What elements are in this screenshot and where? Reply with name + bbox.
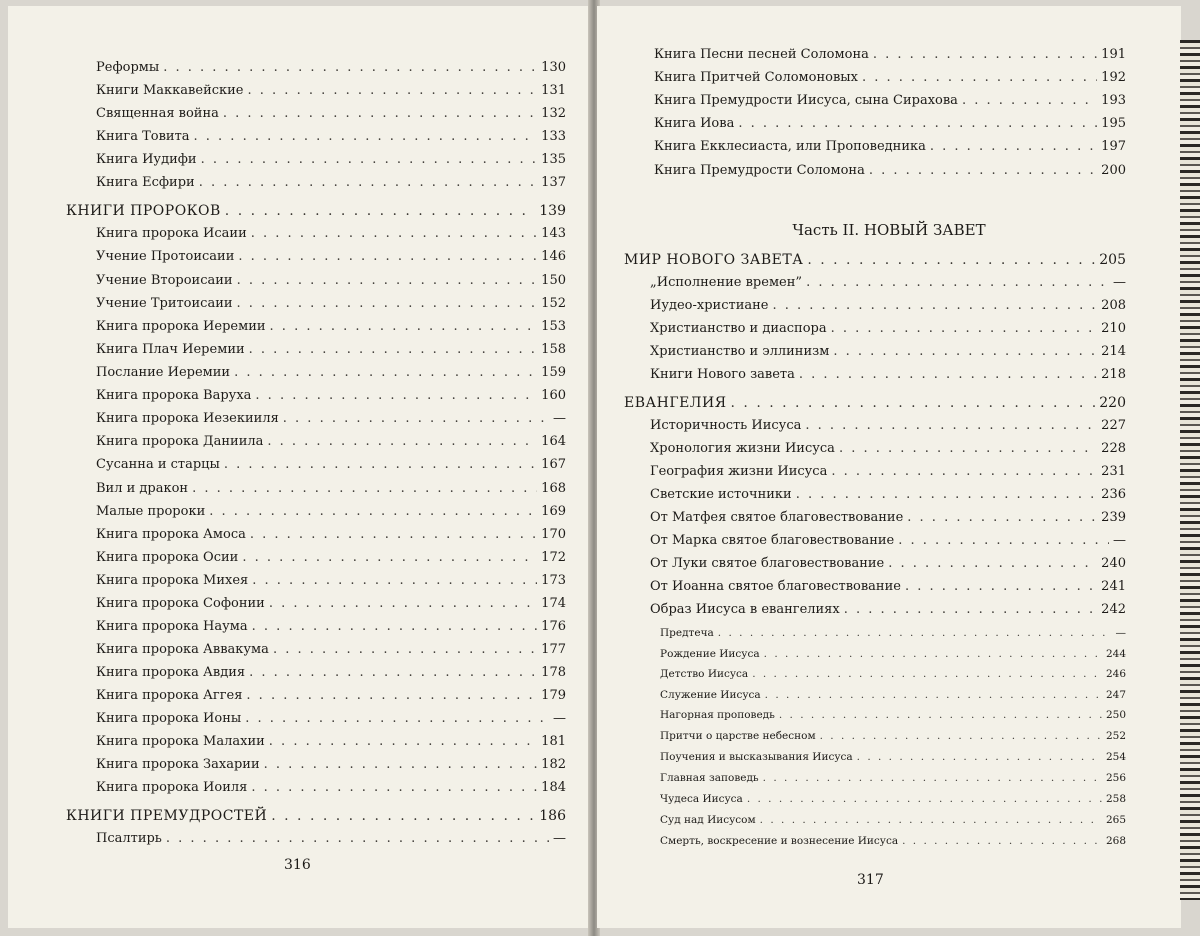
toc-entry-title: МИР НОВОГО ЗАВЕТА xyxy=(624,252,804,268)
toc-page-number: — xyxy=(553,711,566,726)
toc-entry xyxy=(96,481,566,499)
toc-section-entry xyxy=(66,808,566,827)
dot-leader xyxy=(163,60,537,75)
toc-entry-title: Книга Екклесиаста, или Проповедника xyxy=(654,139,926,154)
dot-leader xyxy=(831,321,1098,336)
toc-page-number: 159 xyxy=(541,365,566,380)
toc-page-number: 150 xyxy=(541,273,566,288)
toc-entry-title: Книга пророка Авдия xyxy=(96,665,246,680)
toc-entry xyxy=(96,249,566,267)
toc-page-number: 205 xyxy=(1099,252,1126,268)
toc-entry-title: Послание Иеремии xyxy=(96,365,231,380)
toc-page-number: 200 xyxy=(1101,163,1126,178)
toc-entry-title: Предтеча xyxy=(660,627,714,639)
toc-entry-title: Книга Иова xyxy=(654,116,735,131)
toc-page-number: 250 xyxy=(1105,709,1126,721)
toc-entry-title: Смерть, воскресение и вознесение Иисуса xyxy=(660,835,899,847)
toc-entry xyxy=(660,627,1126,643)
toc-page-number: 179 xyxy=(541,688,566,703)
dot-leader xyxy=(844,602,1097,617)
toc-entry-title: Книга пророка Амоса xyxy=(96,527,246,542)
dot-leader xyxy=(237,296,538,311)
toc-page-number: 214 xyxy=(1101,344,1126,359)
dot-leader xyxy=(255,388,537,403)
toc-entry-title: География жизни Иисуса xyxy=(650,464,828,479)
dot-leader xyxy=(238,249,537,264)
toc-entry xyxy=(660,730,1126,746)
toc-entry xyxy=(650,344,1126,362)
toc-page-number: 186 xyxy=(539,808,566,824)
toc-entry xyxy=(96,388,566,406)
toc-page-number: 191 xyxy=(1101,47,1126,62)
toc-page-number: 181 xyxy=(541,734,566,749)
toc-entry xyxy=(650,418,1126,436)
toc-page-number: 174 xyxy=(541,596,566,611)
toc-entry xyxy=(96,106,566,124)
toc-entry-title: От Матфея святое благовествование xyxy=(650,510,904,525)
toc-page-number: 227 xyxy=(1101,418,1126,433)
toc-entry xyxy=(650,533,1126,551)
toc-entry-title: Священная война xyxy=(96,106,219,121)
toc-page-number: 143 xyxy=(541,226,566,241)
toc-entry xyxy=(96,734,566,752)
toc-entry-title: Учение Протоисаии xyxy=(96,249,235,264)
dot-leader xyxy=(873,47,1097,62)
toc-entry xyxy=(660,751,1126,767)
toc-page-number: 146 xyxy=(541,249,566,264)
toc-entry xyxy=(650,321,1126,339)
toc-entry-title: Книга пророка Иоиля xyxy=(96,780,248,795)
toc-page-number: 265 xyxy=(1105,814,1126,826)
toc-entry-title: Чудеса Иисуса xyxy=(660,793,743,805)
toc-entry-title: КНИГИ ПРЕМУДРОСТЕЙ xyxy=(66,808,268,824)
left-page xyxy=(8,6,590,928)
toc-entry-title: Притчи о царстве небесном xyxy=(660,730,816,742)
toc-entry-title: Детство Иисуса xyxy=(660,668,749,680)
toc-page-number: 241 xyxy=(1101,579,1126,594)
toc-entry-title: Книга Плач Иеремии xyxy=(96,342,245,357)
dot-leader xyxy=(246,688,537,703)
toc-entry xyxy=(654,163,1126,181)
toc-entry xyxy=(660,793,1126,809)
toc-entry-title: Книга Премудрости Соломона xyxy=(654,163,865,178)
toc-entry-title: Вил и дракон xyxy=(96,481,189,496)
toc-entry-title: Книга Товита xyxy=(96,129,190,144)
toc-page-number: 182 xyxy=(541,757,566,772)
dot-leader xyxy=(765,689,1102,701)
toc-entry-title: Реформы xyxy=(96,60,160,75)
toc-page-number: 256 xyxy=(1105,772,1126,784)
toc-entry-title: Книга пророка Иезекииля xyxy=(96,411,279,426)
dot-leader xyxy=(862,70,1097,85)
dot-leader xyxy=(888,556,1097,571)
toc-entry-title: От Марка святое благовествование xyxy=(650,533,895,548)
dot-leader xyxy=(269,596,537,611)
dot-leader xyxy=(251,226,537,241)
toc-entry-title: „Исполнение времен” xyxy=(650,275,803,290)
toc-section-entry xyxy=(624,252,1126,271)
dot-leader xyxy=(799,367,1097,382)
dot-leader xyxy=(201,152,538,167)
dot-leader xyxy=(234,365,537,380)
dot-leader xyxy=(245,711,549,726)
toc-entry xyxy=(96,83,566,101)
toc-page-number: 239 xyxy=(1101,510,1126,525)
toc-entry xyxy=(96,596,566,614)
toc-entry-title: КНИГИ ПРОРОКОВ xyxy=(66,203,221,219)
dot-leader xyxy=(869,163,1097,178)
toc-page-number: 197 xyxy=(1101,139,1126,154)
toc-entry-title: Рождение Иисуса xyxy=(660,648,760,660)
toc-entry-title: Поучения и высказывания Иисуса xyxy=(660,751,853,763)
toc-entry-title: Книга пророка Наума xyxy=(96,619,248,634)
toc-entry-title: Книга пророка Даниила xyxy=(96,434,264,449)
dot-leader xyxy=(718,627,1112,639)
dot-leader xyxy=(731,395,1096,411)
dot-leader xyxy=(833,344,1097,359)
toc-page-number: 170 xyxy=(541,527,566,542)
toc-entry-title: Книга пророка Малахии xyxy=(96,734,265,749)
toc-entry-title: Книга пророка Аввакума xyxy=(96,642,269,657)
toc-entry-title: Книга пророка Варуха xyxy=(96,388,252,403)
dot-leader xyxy=(194,129,538,144)
toc-page-number: 210 xyxy=(1101,321,1126,336)
toc-entry-title: Книга пророка Захарии xyxy=(96,757,260,772)
toc-entry xyxy=(660,835,1126,851)
toc-entry xyxy=(650,556,1126,574)
toc-page-number: 139 xyxy=(539,203,566,219)
dot-leader xyxy=(269,734,537,749)
dot-leader xyxy=(760,814,1102,826)
toc-entry-title: Иудео-христиане xyxy=(650,298,769,313)
dot-leader xyxy=(237,273,538,288)
toc-entry xyxy=(650,602,1126,620)
dot-leader xyxy=(839,441,1097,456)
toc-entry xyxy=(650,298,1126,316)
toc-entry-title: Книга пророка Иеремии xyxy=(96,319,266,334)
toc-entry xyxy=(96,642,566,660)
toc-entry xyxy=(654,116,1126,134)
toc-page-number: 247 xyxy=(1105,689,1126,701)
dot-leader xyxy=(270,319,538,334)
toc-section-entry xyxy=(624,395,1126,414)
toc-entry-title: Книга пророка Михея xyxy=(96,573,249,588)
toc-entry xyxy=(96,527,566,545)
toc-page-number: 246 xyxy=(1105,668,1126,680)
toc-page-number: 133 xyxy=(541,129,566,144)
toc-entry xyxy=(654,70,1126,88)
toc-entry-title: Книга пророка Исаии xyxy=(96,226,247,241)
toc-entry-title: Книга пророка Осии xyxy=(96,550,239,565)
toc-entry-title: Христианство и диаспора xyxy=(650,321,827,336)
dot-leader xyxy=(907,510,1097,525)
toc-entry xyxy=(650,367,1126,385)
dot-leader xyxy=(242,550,537,565)
dot-leader xyxy=(902,835,1102,847)
toc-entry xyxy=(96,619,566,637)
toc-entry-title: Книга пророка Аггея xyxy=(96,688,243,703)
toc-entry xyxy=(96,319,566,337)
toc-page-number: 192 xyxy=(1101,70,1126,85)
toc-entry xyxy=(660,814,1126,830)
toc-entry xyxy=(96,365,566,383)
dot-leader xyxy=(267,434,537,449)
toc-entry-title: Книги Нового завета xyxy=(650,367,795,382)
toc-page-number: 236 xyxy=(1101,487,1126,502)
page-edges xyxy=(1180,40,1200,900)
toc-entry-title: Книга Притчей Соломоновых xyxy=(654,70,858,85)
toc-page-number: — xyxy=(1113,275,1126,290)
toc-entry xyxy=(96,175,566,193)
toc-entry-title: Книга пророка Софонии xyxy=(96,596,265,611)
toc-page-number: 131 xyxy=(541,83,566,98)
toc-page-number: 164 xyxy=(541,434,566,449)
toc-entry-title: Главная заповедь xyxy=(660,772,759,784)
toc-entry xyxy=(96,550,566,568)
toc-page-number: 240 xyxy=(1101,556,1126,571)
dot-leader xyxy=(738,116,1097,131)
dot-leader xyxy=(772,298,1097,313)
toc-entry-title: Псалтирь xyxy=(96,831,162,846)
dot-leader xyxy=(763,772,1102,784)
toc-entry xyxy=(650,510,1126,528)
toc-entry xyxy=(96,226,566,244)
dot-leader xyxy=(248,83,538,98)
toc-page-number: 172 xyxy=(541,550,566,565)
toc-page-number: 254 xyxy=(1105,751,1126,763)
toc-page-number: 231 xyxy=(1101,464,1126,479)
dot-leader xyxy=(764,648,1102,660)
toc-entry-title: Книга Есфири xyxy=(96,175,195,190)
page-number: 317 xyxy=(857,872,884,888)
toc-page-number: 228 xyxy=(1101,441,1126,456)
toc-entry xyxy=(96,504,566,522)
dot-leader xyxy=(747,793,1102,805)
toc-entry-title: Христианство и эллинизм xyxy=(650,344,830,359)
dot-leader xyxy=(252,619,538,634)
dot-leader xyxy=(930,139,1097,154)
toc-page-number: 184 xyxy=(541,780,566,795)
dot-leader xyxy=(224,457,537,472)
toc-section-entry xyxy=(66,203,566,222)
toc-entry xyxy=(654,139,1126,157)
toc-page-number: 168 xyxy=(541,481,566,496)
toc-page-number: 135 xyxy=(541,152,566,167)
dot-leader xyxy=(249,342,538,357)
dot-leader xyxy=(831,464,1097,479)
dot-leader xyxy=(271,808,535,824)
toc-entry-title: Учение Второисаии xyxy=(96,273,233,288)
dot-leader xyxy=(166,831,549,846)
toc-entry xyxy=(660,689,1126,705)
toc-page-number: 252 xyxy=(1105,730,1126,742)
toc-page-number: 130 xyxy=(541,60,566,75)
toc-entry xyxy=(650,487,1126,505)
toc-entry xyxy=(96,411,566,429)
dot-leader xyxy=(820,730,1102,742)
toc-entry xyxy=(96,152,566,170)
toc-page-number: 153 xyxy=(541,319,566,334)
toc-page-number: 158 xyxy=(541,342,566,357)
toc-entry-title: Хронология жизни Иисуса xyxy=(650,441,835,456)
dot-leader xyxy=(962,93,1097,108)
toc-page-number: 176 xyxy=(541,619,566,634)
part-heading: Часть II. НОВЫЙ ЗАВЕТ xyxy=(792,221,986,239)
toc-entry-title: Образ Иисуса в евангелиях xyxy=(650,602,840,617)
toc-entry xyxy=(96,757,566,775)
toc-page-number: 193 xyxy=(1101,93,1126,108)
dot-leader xyxy=(223,106,537,121)
toc-entry xyxy=(96,457,566,475)
toc-page-number: 160 xyxy=(541,388,566,403)
toc-entry-title: Малые пророки xyxy=(96,504,206,519)
right-page xyxy=(597,6,1181,928)
toc-page-number: 152 xyxy=(541,296,566,311)
toc-page-number: 178 xyxy=(541,665,566,680)
toc-entry-title: Книга Иудифи xyxy=(96,152,197,167)
dot-leader xyxy=(857,751,1102,763)
toc-entry xyxy=(96,780,566,798)
dot-leader xyxy=(250,527,537,542)
dot-leader xyxy=(752,668,1102,680)
toc-entry-title: Книги Маккавейские xyxy=(96,83,244,98)
toc-entry xyxy=(96,60,566,78)
toc-entry-title: ЕВАНГЕЛИЯ xyxy=(624,395,727,411)
toc-page-number: 218 xyxy=(1101,367,1126,382)
dot-leader xyxy=(264,757,538,772)
toc-page-number: 220 xyxy=(1099,395,1126,411)
dot-leader xyxy=(251,780,537,795)
toc-page-number: 132 xyxy=(541,106,566,121)
toc-entry-title: Книга Премудрости Иисуса, сына Сирахова xyxy=(654,93,958,108)
toc-entry xyxy=(96,831,566,849)
toc-entry-title: От Иоанна святое благовествование xyxy=(650,579,901,594)
dot-leader xyxy=(199,175,537,190)
toc-entry xyxy=(660,709,1126,725)
toc-entry-title: Светские источники xyxy=(650,487,792,502)
toc-entry-title: Книга пророка Ионы xyxy=(96,711,242,726)
toc-entry xyxy=(654,47,1126,65)
toc-entry xyxy=(650,579,1126,597)
dot-leader xyxy=(779,709,1102,721)
dot-leader xyxy=(806,275,1109,290)
toc-page-number: 242 xyxy=(1101,602,1126,617)
page-number: 316 xyxy=(284,857,311,873)
toc-page-number: 244 xyxy=(1105,648,1126,660)
toc-entry xyxy=(660,648,1126,664)
toc-entry xyxy=(650,441,1126,459)
toc-page-number: — xyxy=(553,411,566,426)
dot-leader xyxy=(905,579,1097,594)
dot-leader xyxy=(796,487,1097,502)
toc-page-number: 137 xyxy=(541,175,566,190)
toc-page-number: — xyxy=(1113,533,1126,548)
toc-page-number: 195 xyxy=(1101,116,1126,131)
toc-entry xyxy=(96,434,566,452)
toc-entry-title: Историчность Иисуса xyxy=(650,418,802,433)
dot-leader xyxy=(192,481,537,496)
toc-entry-title: Нагорная проповедь xyxy=(660,709,775,721)
dot-leader xyxy=(283,411,549,426)
toc-entry-title: Служение Иисуса xyxy=(660,689,761,701)
toc-entry xyxy=(96,273,566,291)
toc-page-number: — xyxy=(1115,627,1126,639)
toc-entry-title: От Луки святое благовествование xyxy=(650,556,885,571)
dot-leader xyxy=(209,504,537,519)
toc-page-number: 208 xyxy=(1101,298,1126,313)
dot-leader xyxy=(225,203,535,219)
toc-page-number: 258 xyxy=(1105,793,1126,805)
toc-entry-title: Сусанна и старцы xyxy=(96,457,220,472)
toc-page-number: — xyxy=(553,831,566,846)
dot-leader xyxy=(273,642,537,657)
dot-leader xyxy=(249,665,537,680)
toc-entry-title: Суд над Иисусом xyxy=(660,814,756,826)
toc-entry xyxy=(96,296,566,314)
toc-entry xyxy=(96,342,566,360)
toc-entry xyxy=(96,665,566,683)
dot-leader xyxy=(807,252,1095,268)
toc-entry xyxy=(96,573,566,591)
dot-leader xyxy=(898,533,1109,548)
toc-page-number: 173 xyxy=(541,573,566,588)
toc-entry xyxy=(660,668,1126,684)
toc-page-number: 167 xyxy=(541,457,566,472)
toc-entry xyxy=(96,711,566,729)
dot-leader xyxy=(805,418,1097,433)
toc-entry-title: Книга Песни песней Соломона xyxy=(654,47,869,62)
toc-entry xyxy=(96,129,566,147)
toc-page-number: 169 xyxy=(541,504,566,519)
toc-entry xyxy=(660,772,1126,788)
toc-entry xyxy=(650,275,1126,293)
toc-entry-title: Учение Тритоисаии xyxy=(96,296,233,311)
toc-entry xyxy=(654,93,1126,111)
toc-page-number: 268 xyxy=(1105,835,1126,847)
toc-page-number: 177 xyxy=(541,642,566,657)
toc-entry xyxy=(96,688,566,706)
dot-leader xyxy=(252,573,537,588)
toc-entry xyxy=(650,464,1126,482)
